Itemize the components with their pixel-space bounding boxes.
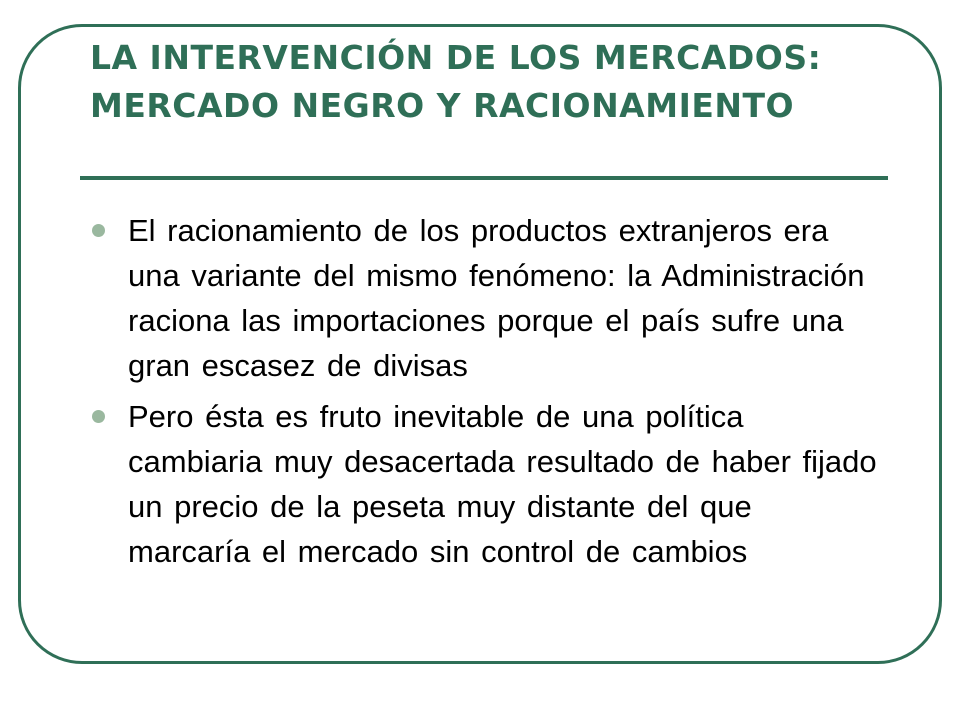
bullet-item xyxy=(92,394,882,574)
bullet-text: El racionamiento de los productos extranjeros era una variante del mismo fenómeno: la Administración raciona las importaciones porque el país sufre una gran escasez de divisas xyxy=(128,213,865,383)
bullet-item xyxy=(92,208,882,388)
bullet-dot-icon xyxy=(92,410,105,423)
bullet-list xyxy=(92,208,882,580)
bullet-text: Pero ésta es fruto inevitable de una política cambiaria muy desacertada resultado de haber fijado un precio de la peseta muy distante del que marcaría el mercado sin control de cambios xyxy=(128,399,877,569)
bullet-dot-icon xyxy=(92,224,105,237)
title-divider xyxy=(80,176,888,180)
slide-title: LA INTERVENCIÓN DE LOS MERCADOS: MERCADO NEGRO Y RACIONAMIENTO xyxy=(90,38,822,125)
